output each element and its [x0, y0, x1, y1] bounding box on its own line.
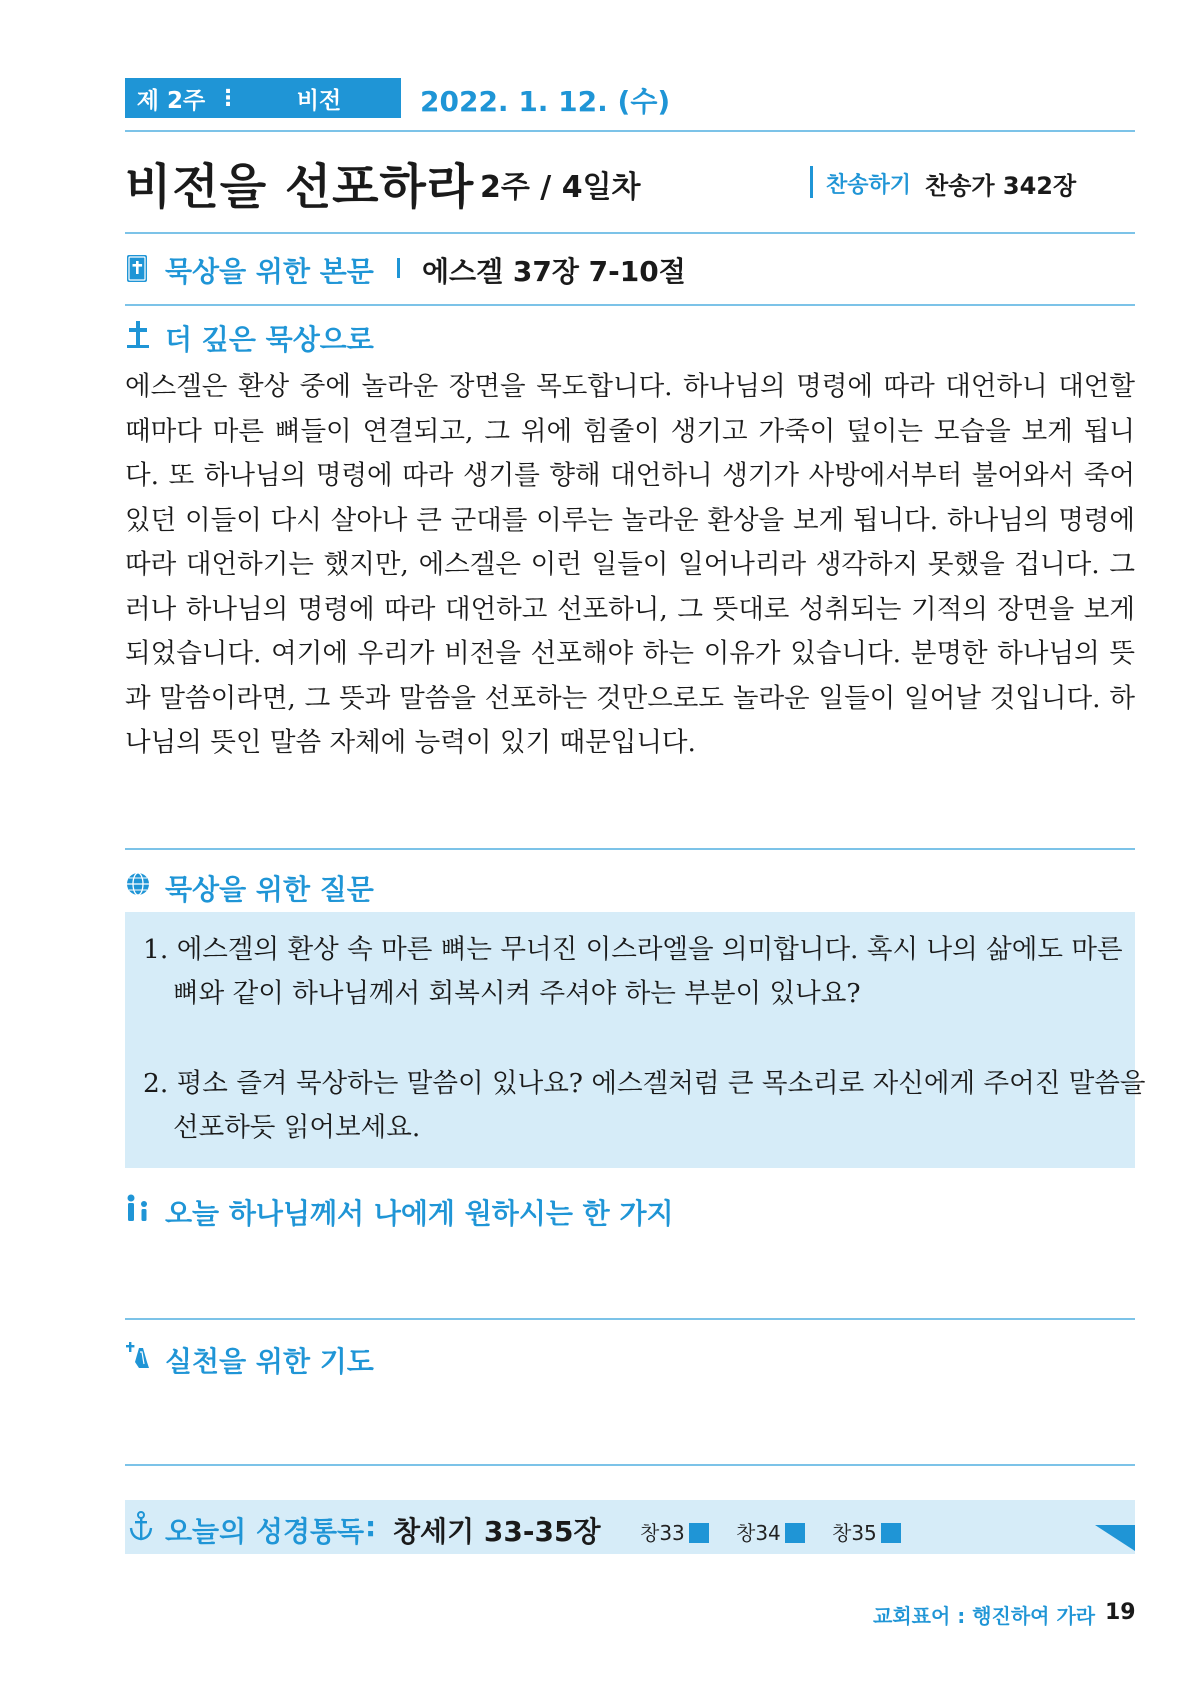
- cross-icon: [125, 318, 151, 350]
- question-item: 1. 에스겔의 환상 속 마른 뼈는 무너진 이스라엘을 의미합니다. 혹시 나의 삶에도 마른 뼈와 같이 하나님께서 회복시켜 주셔야 하는 부분이 있나요?: [143, 934, 1123, 1009]
- reading-checkbox[interactable]: [736, 1517, 805, 1546]
- anchor-icon: [128, 1510, 154, 1542]
- page-title: 비전을 선포하라: [125, 159, 475, 215]
- checkbox-square-icon: [785, 1523, 805, 1543]
- checkbox-square-icon: [689, 1523, 709, 1543]
- reading-checkbox[interactable]: [832, 1517, 901, 1546]
- divider: [125, 1318, 1135, 1320]
- scripture-label: 묵상을 위한 본문: [165, 255, 374, 288]
- divider: [125, 304, 1135, 306]
- divider: [125, 232, 1135, 234]
- chapter-label: 창35: [832, 1521, 877, 1545]
- page-number: 19: [1105, 1600, 1136, 1625]
- corner-triangle-icon: [1095, 1525, 1135, 1551]
- questions-box: [125, 912, 1146, 1168]
- chapter-label: 창33: [640, 1521, 685, 1545]
- reading-range: 창세기 33-35장: [393, 1515, 601, 1548]
- divider: [125, 848, 1135, 850]
- date: 2022. 1. 12. (수): [420, 85, 671, 118]
- checkbox-square-icon: [881, 1523, 901, 1543]
- reading-colon: :: [365, 1510, 377, 1543]
- church-motto: 교회표어 : 행진하여 가라: [873, 1604, 1096, 1628]
- question-item: 2. 평소 즐겨 묵상하는 말씀이 있나요? 에스겔처럼 큰 목소리로 자신에게 주어진 말씀을 선포하듯 읽어보세요.: [143, 1068, 1146, 1143]
- scripture-reference: 에스겔 37장 7-10절: [422, 255, 686, 288]
- scripture-separator: [397, 258, 400, 278]
- divider: [125, 1464, 1135, 1466]
- hymn-label: 찬송하기: [826, 173, 912, 198]
- week-label: 제 2주: [136, 87, 206, 114]
- praying-hands-icon: [125, 1340, 151, 1372]
- reading-label: 오늘의 성경통독: [165, 1515, 365, 1548]
- day-label: 2주 / 4일차: [480, 170, 641, 205]
- tag-divider: ⋮: [217, 85, 239, 111]
- week-theme-tag: [125, 78, 401, 118]
- prayer-label: 실천을 위한 기도: [165, 1345, 374, 1378]
- hymn: 찬송가 342장: [925, 172, 1077, 200]
- hymn-separator: [810, 166, 813, 198]
- questions-label: 묵상을 위한 질문: [165, 873, 374, 906]
- one-thing-label: 오늘 하나님께서 나에게 원하시는 한 가지: [165, 1197, 674, 1230]
- meditation-label: 더 깊은 묵상으로: [165, 323, 374, 356]
- meditation-text: 에스겔은 환상 중에 놀라운 장면을 목도합니다. 하나님의 명령에 따라 대언하니 대언할 때마다 마른 뼈들이 연결되고, 그 위에 힘줄이 생기고 가죽이 덮이는 모습을 보게 됩니다. 또 하나님의 명령에 따라 생기를 향해 대언하니 생기가 사방에서부터 불어와서 죽어있던 이들이 다시 살아나 큰 군대를 이루는 놀라운 환상을 보게 됩니다. 하나님의 명령에 따라 대언하기는 했지만, 에스겔은 이런 일들이 일어나리라 생각하지 못했을 겁니다. 그러나 하나님의 명령에 따라 대언하고 선포하니, 그 뜻대로 성취되는 기적의 장면을 보게 되었습니다. 여기에 우리가 비전을 선포해야 하는 이유가 있습니다. 분명한 하나님의 뜻과 말씀이라면, 그 뜻과 말씀을 선포하는 것만으로도 놀라운 일들이 일어날 것입니다. 하나님의 뜻인 말씀 자체에 능력이 있기 때문입니다.: [125, 371, 1135, 758]
- chapter-label: 창34: [736, 1521, 781, 1545]
- theme-label: 비전: [296, 87, 342, 114]
- divider: [125, 130, 1135, 132]
- people-icon: [125, 1192, 151, 1224]
- globe-icon: [125, 868, 151, 900]
- bible-icon: [125, 252, 151, 284]
- reading-checkbox[interactable]: [640, 1517, 709, 1546]
